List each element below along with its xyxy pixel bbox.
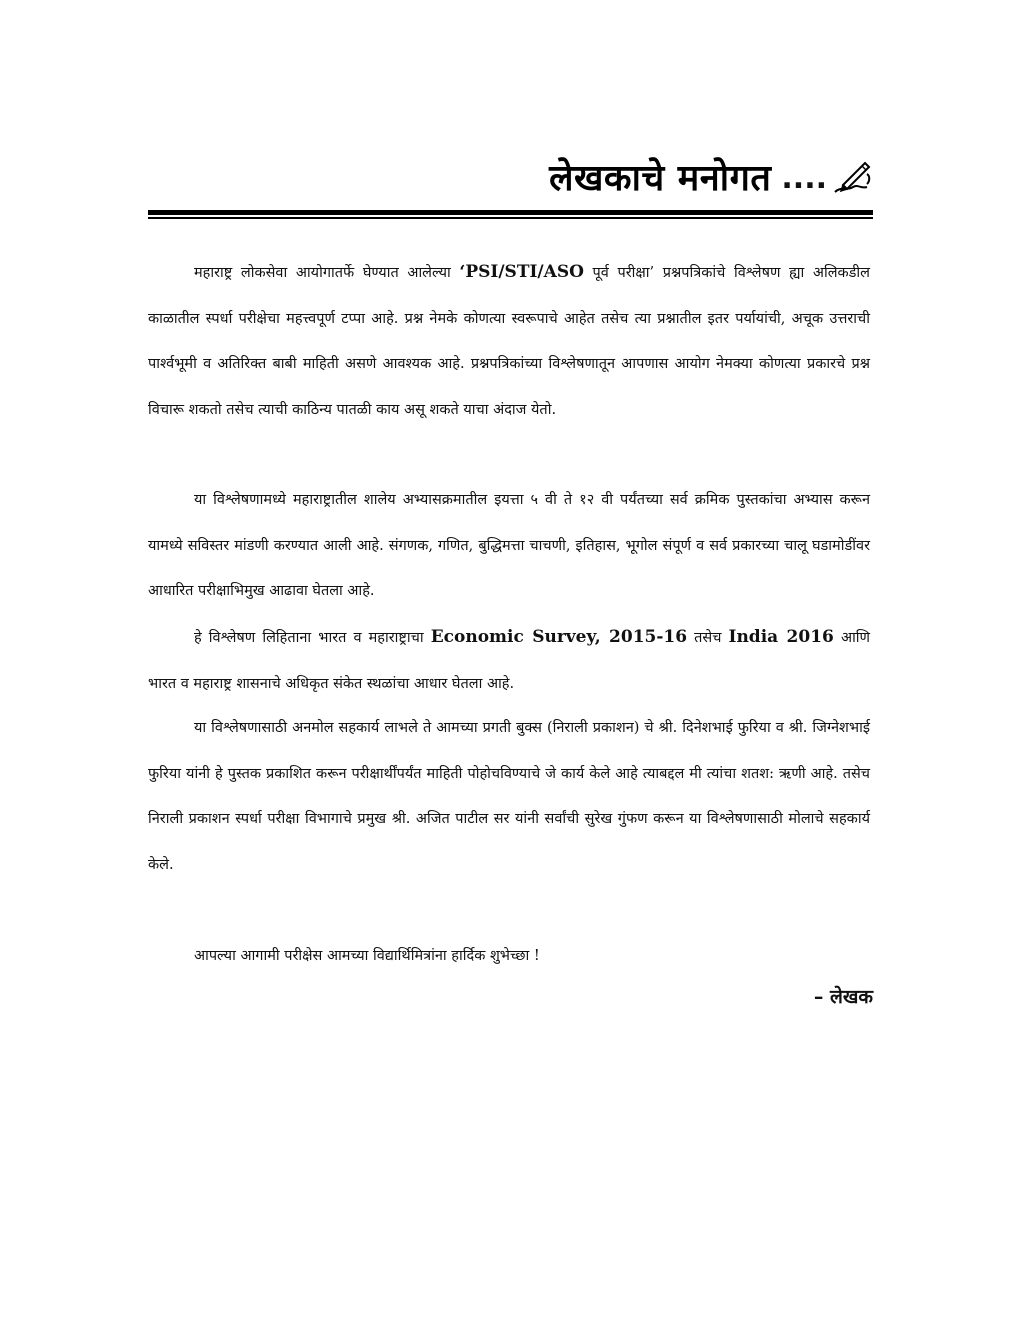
author-signature: – लेखक	[813, 986, 873, 1008]
p1-exam-name: ‘PSI/STI/ASO	[459, 262, 584, 282]
title-row	[148, 150, 873, 200]
body-text	[148, 250, 870, 976]
p3-text-c: तसेच	[687, 630, 729, 646]
pen-writing-icon	[829, 158, 873, 198]
p3-text-e: आणि भारत व महाराष्ट्र शासनाचे अधिकृत संकेत स्थळांचा आधार घेतला आहे.	[148, 630, 871, 692]
p1-text-a: महाराष्ट्र लोकसेवा आयोगातर्फे घेण्यात आलेल्या	[194, 265, 460, 281]
page-title: लेखकाचे मनोगत	[549, 158, 772, 199]
paragraph-3	[148, 615, 870, 706]
header-rule-thick	[148, 210, 873, 215]
p3-text-a: हे विश्लेषण लिहिताना भारत व महाराष्ट्राचा	[194, 630, 431, 646]
title-dots: ....	[781, 161, 827, 196]
paragraph-2: या विश्लेषणामध्ये महाराष्ट्रातील शालेय अभ्यासक्रमातील इयत्ता ५ वी ते १२ वी पर्यंतच्या सर्व क्रमिक पुस्तकांचा अभ्यास करून यामध्ये सविस्तर मांडणी करण्यात आली आहे. संगणक, गणित, बुद्धिमत्ता चाचणी, इतिहास, भूगोल संपूर्ण व सर्व प्रकारच्या चालू घडामोडींवर आधारित परीक्षाभिमुख आढावा घेतला आहे.	[148, 492, 870, 599]
paragraph-1	[148, 250, 870, 478]
p3-economic-survey: Economic Survey, 2015-16	[430, 627, 688, 647]
paragraph-5: आपल्या आगामी परीक्षेस आमच्या विद्यार्थिमित्रांना हार्दिक शुभेच्छा !	[194, 948, 540, 964]
p1-text-c: पूर्व परीक्षा’ प्रश्नपत्रिकांचे विश्लेषण ह्या अलिकडील काळातील स्पर्धा परीक्षेचा महत्त्वपूर्ण टप्पा आहे. प्रश्न नेमके कोणत्या स्वरूपाचे आहेत तसेच त्या प्रश्नातील इतर पर्यायांची, अचूक उत्तराची पार्श्वभूमी व अतिरिक्त बाबी माहिती असणे आवश्यक आहे. प्रश्नपत्रिकांच्या विश्लेषणातून आपणास आयोग नेमक्या कोणत्या प्रकारचे प्रश्न विचारू शकतो तसेच त्याची काठिन्य पातळी काय असू शकते याचा अंदाज येतो.	[148, 265, 871, 418]
header-rule-thin	[148, 217, 873, 219]
p3-india-2016: India 2016	[728, 627, 834, 647]
paragraph-4: या विश्लेषणासाठी अनमोल सहकार्य लाभले ते आमच्या प्रगती बुक्स (निराली प्रकाशन) चे श्री. दिनेशभाई फुरिया व श्री. जिग्नेशभाई फुरिया यांनी हे पुस्तक प्रकाशित करून परीक्षार्थींपर्यंत माहिती पोहोचविण्याचे जे कार्य केले आहे त्याबद्दल मी त्यांचा शतश: ऋणी आहे. तसेच निराली प्रकाशन स्पर्धा परीक्षा विभागाचे प्रमुख श्री. अजित पाटील सर यांनी सर्वांची सुरेख गुंफण करून या विश्लेषणासाठी मोलाचे सहकार्य केले.	[148, 720, 870, 873]
